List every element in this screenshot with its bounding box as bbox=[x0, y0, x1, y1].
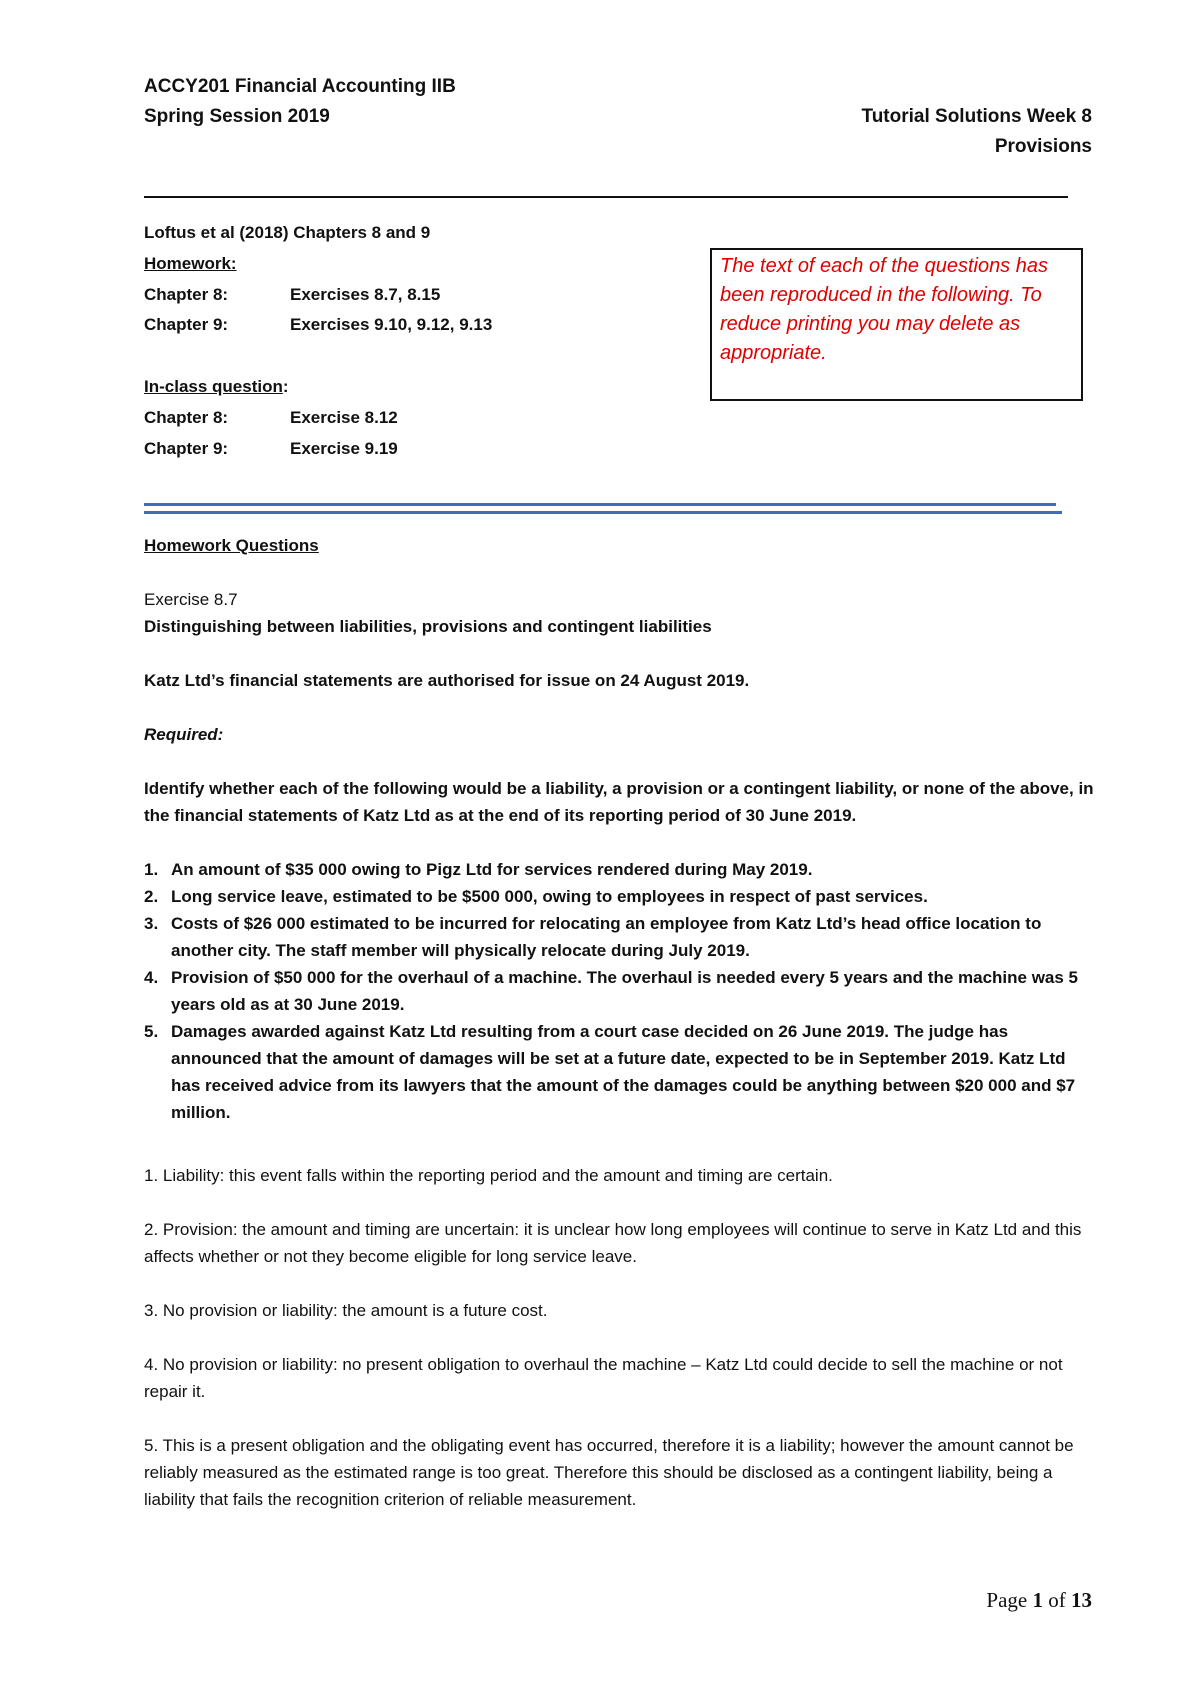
readings-source: Loftus et al (2018) Chapters 8 and 9 bbox=[144, 223, 431, 242]
tutorial-label: Tutorial Solutions Week 8 bbox=[861, 106, 1092, 127]
topic-label: Provisions bbox=[994, 136, 1092, 157]
page-current: 1 bbox=[1032, 1588, 1043, 1612]
homework-chapter-2: Chapter 9: bbox=[144, 315, 229, 334]
inclass-heading bbox=[144, 373, 289, 400]
exercise-item bbox=[144, 856, 1094, 883]
section-divider-bottom bbox=[144, 511, 1062, 514]
exercise-items bbox=[144, 856, 1094, 1126]
inclass-exercises-1: Exercise 8.12 bbox=[290, 408, 398, 427]
page-number bbox=[986, 1588, 1092, 1613]
section-divider-top bbox=[144, 503, 1056, 506]
required-label: Required: bbox=[144, 725, 224, 744]
inclass-chapter-2: Chapter 9: bbox=[144, 439, 229, 458]
item-text: Long service leave, estimated to be $500 000, owing to employees in respect of past services. bbox=[171, 887, 928, 906]
exercise-number: Exercise 8.7 bbox=[144, 590, 238, 609]
item-text: Costs of $26 000 estimated to be incurred for relocating an employee from Katz Ltd’s head office location to another city. The staff member will physically relocate during July 2019. bbox=[171, 914, 1042, 960]
answer-2: 2. Provision: the amount and timing are uncertain: it is unclear how long employees will continue to serve in Katz Ltd and this affects whether or not they become eligible for long service leave. bbox=[144, 1220, 1082, 1266]
exercise-intro: Katz Ltd’s financial statements are authorised for issue on 24 August 2019. bbox=[144, 671, 750, 690]
header-divider bbox=[144, 196, 1068, 198]
course-title: ACCY201 Financial Accounting IIB bbox=[144, 76, 456, 97]
page-of: of bbox=[1048, 1588, 1066, 1612]
inclass-colon: : bbox=[282, 377, 289, 396]
item-number: 1. bbox=[144, 860, 159, 879]
inclass-chapter-1: Chapter 8: bbox=[144, 408, 229, 427]
exercise-item bbox=[144, 964, 1094, 1018]
item-number: 3. bbox=[144, 914, 159, 933]
session-label: Spring Session 2019 bbox=[144, 106, 330, 127]
item-text: An amount of $35 000 owing to Pigz Ltd for services rendered during May 2019. bbox=[171, 860, 813, 879]
printing-note-text: The text of each of the questions has been reproduced in the following. To reduce printing you may delete as appropriate. bbox=[720, 255, 1048, 364]
inclass-exercises-2: Exercise 9.19 bbox=[290, 439, 398, 458]
page-total: 13 bbox=[1071, 1588, 1092, 1612]
item-text: Damages awarded against Katz Ltd resulting from a court case decided on 26 June 2019. The judge has announced that the amount of damages will be set at a future date, expected to be in September 2019. Katz Ltd has received advice from its lawyers that the amount of the damages could be anything between $20 000 and $7 million. bbox=[171, 1022, 1076, 1122]
exercise-item bbox=[144, 910, 1094, 964]
exercise-instruction: Identify whether each of the following would be a liability, a provision or a contingent liability, or none of the above, in the financial statements of Katz Ltd as at the end of its reporting period of 30 June 2019. bbox=[144, 779, 1094, 825]
homework-exercises-1: Exercises 8.7, 8.15 bbox=[290, 285, 441, 304]
item-text: Provision of $50 000 for the overhaul of a machine. The overhaul is needed every 5 years and the machine was 5 years old as at 30 June 2019. bbox=[171, 968, 1079, 1014]
item-number: 2. bbox=[144, 887, 159, 906]
homework-exercises-2: Exercises 9.10, 9.12, 9.13 bbox=[290, 315, 493, 334]
printing-note-box bbox=[710, 248, 1083, 401]
inclass-label: In-class question bbox=[144, 377, 283, 396]
item-number: 4. bbox=[144, 968, 159, 987]
answer-4: 4. No provision or liability: no present obligation to overhaul the machine – Katz Ltd could decide to sell the machine or not repair it. bbox=[144, 1355, 1063, 1401]
homework-chapter-1: Chapter 8: bbox=[144, 285, 229, 304]
exercise-item bbox=[144, 883, 1094, 910]
answer-1: 1. Liability: this event falls within the reporting period and the amount and timing are certain. bbox=[144, 1166, 833, 1185]
answer-3: 3. No provision or liability: the amount is a future cost. bbox=[144, 1301, 548, 1320]
homework-label: Homework: bbox=[144, 254, 237, 273]
page-word: Page bbox=[986, 1588, 1028, 1612]
section-title: Homework Questions bbox=[144, 536, 319, 555]
exercise-item bbox=[144, 1018, 1094, 1126]
answer-5: 5. This is a present obligation and the obligating event has occurred, therefore it is a liability; however the amount cannot be reliably measured as the estimated range is too great. Therefore this should be disclosed as a contingent liability, being a liability that fails the recognition criterion of reliable measurement. bbox=[144, 1436, 1074, 1509]
exercise-title: Distinguishing between liabilities, provisions and contingent liabilities bbox=[144, 617, 712, 636]
item-number: 5. bbox=[144, 1022, 159, 1041]
